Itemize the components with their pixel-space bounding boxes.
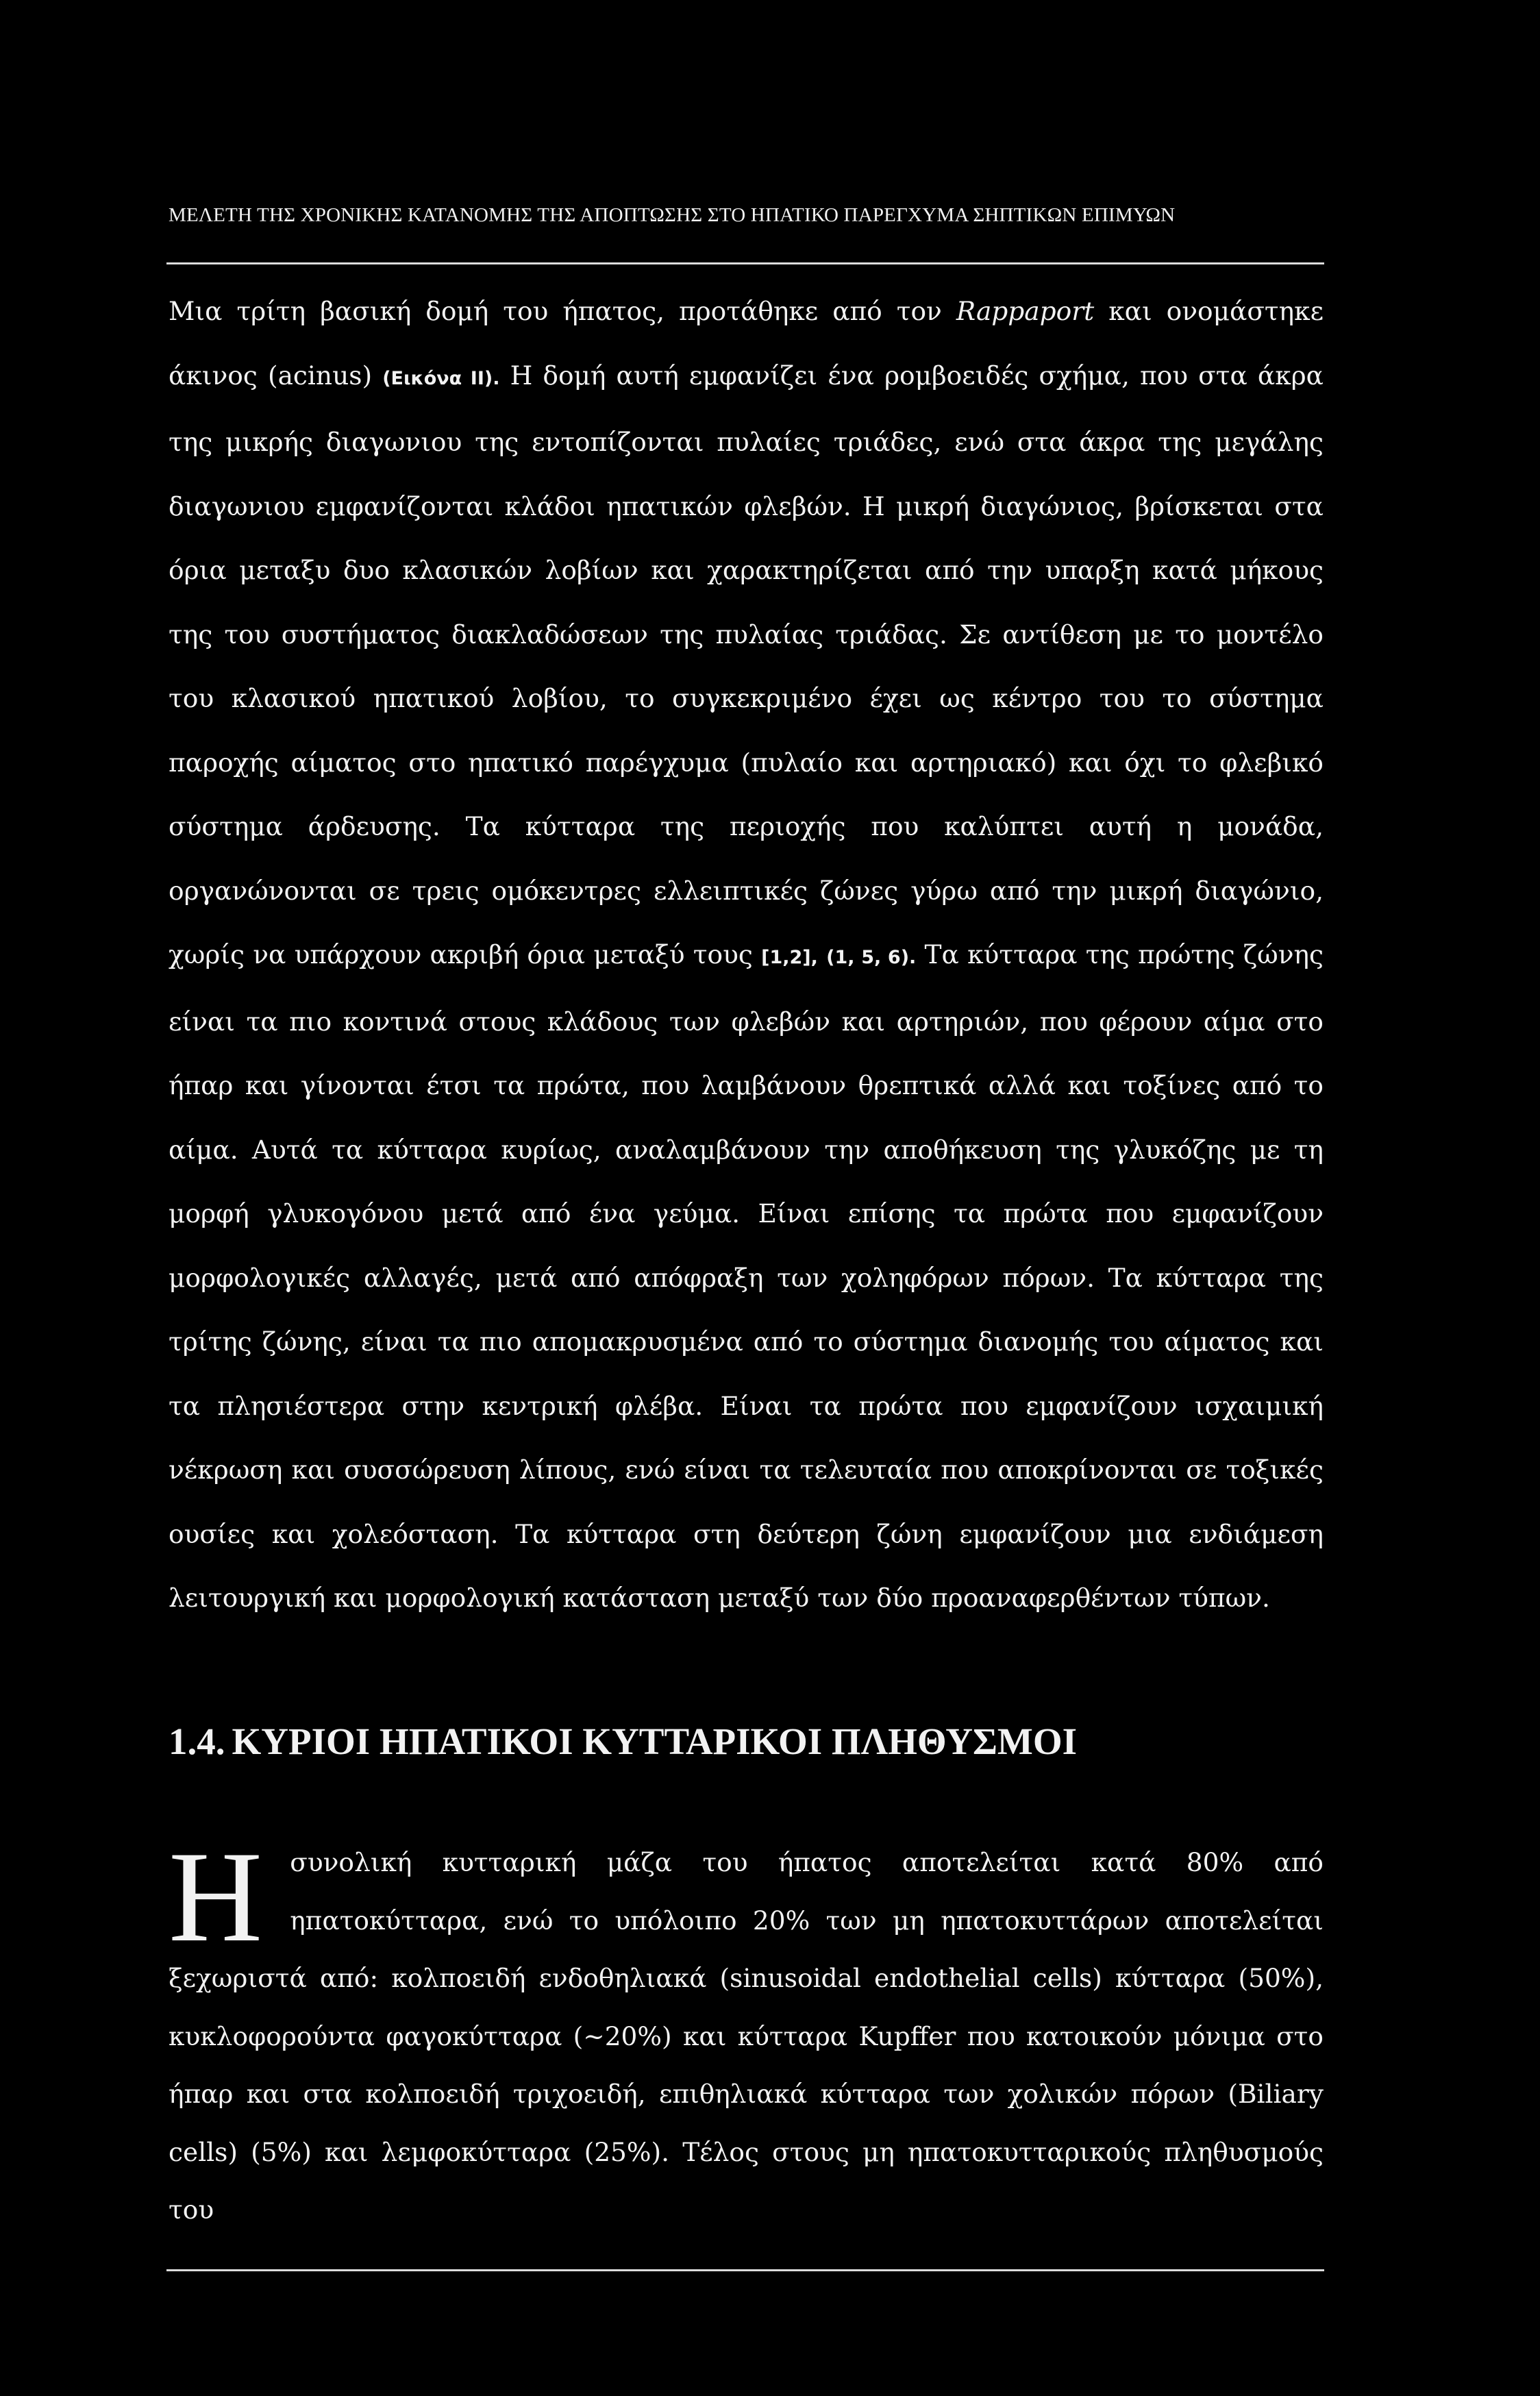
header-divider (166, 262, 1324, 264)
paragraph-text: συνολική κυτταρική μάζα του ήπατος αποτελείται κατά 80% από ηπατοκύτταρα, ενώ το υπόλοιπο 20% των μη ηπατοκυττάρων αποτελείται ξεχωριστά από: κολποειδή ενδοθηλιακά (sinusoidal endothelial cells) κύτταρα (50%), κυκλοφορούντα φαγοκύτταρα (~20%) και κύτταρα Kupffer που κατοικούν μόνιμα στο ήπαρ και στα κολποειδή τριχοειδή, επιθηλιακά κύτταρα των χολικών πόρων (Biliary cells) (5%) και λεμφοκύτταρα (25%). Τέλος στους μη ηπατοκυτταρικούς πληθυσμούς του (169, 1847, 1324, 2225)
paragraph-acinus (169, 280, 1324, 1631)
figure-reference: (Εικόνα II). (382, 367, 500, 389)
running-header: ΜΕΛΕΤΗ ΤΗΣ ΧΡΟΝΙΚΗΣ ΚΑΤΑΝΟΜΗΣ ΤΗΣ ΑΠΟΠΤΩΣΗΣ ΣΤΟ ΗΠΑΤΙΚΟ ΠΑΡΕΓΧΥΜΑ ΣΗΠΤΙΚΩΝ ΕΠΙΜΥΩΝ (169, 204, 1176, 226)
section-title: ΚΥΡΙΟΙ ΗΠΑΤΙΚΟΙ ΚΥΤΤΑΡΙΚΟΙ ΠΛΗΘΥΣΜΟΙ (232, 1720, 1078, 1762)
section-number: 1.4. (169, 1720, 225, 1762)
drop-cap: Η (169, 1825, 263, 1969)
paragraph-text: Μια τρίτη βασική δομή του ήπατος, προτάθηκε από τον (169, 296, 942, 326)
paragraph-text: Η δομή αυτή εμφανίζει ένα ρομβοειδές σχήμα, που στα άκρα της μικρής διαγωνιου της εντοπίζονται πυλαίες τριάδες, ενώ στα άκρα της μεγάλης διαγωνιου εμφανίζονται κλάδοι ηπατικών φλεβών. Η μικρή διαγώνιος, βρίσκεται στα όρια μεταξυ δυο κλασικών λοβίων και χαρακτηρίζεται από την υπαρξη κατά μήκους της του συστήματος διακλαδώσεων της πυλαίας τριάδας. Σε αντίθεση με το μοντέλο του κλασικού ηπατικού λοβίου, το συγκεκριμένο έχει ως κέντρο του το σύστημα παροχής αίματος στο ηπατικό παρέγχυμα (πυλαίο και αρτηριακό) και όχι το φλεβικό σύστημα άρδευσης. Τα κύτταρα της περιοχής που καλύπτει αυτή η μονάδα, οργανώνονται σε τρεις ομόκεντρες ελλειπτικές ζώνες γύρω από την μικρή διαγώνιο, χωρίς να υπάρχουν ακριβή όρια μεταξύ τους (169, 360, 1324, 969)
paragraph-text: Τα κύτταρα της πρώτης ζώνης είναι τα πιο κοντινά στους κλάδους των φλεβών και αρτηριών, που φέρουν αίμα στο ήπαρ και γίνονται έτσι τα πρώτα, που λαμβάνουν θρεπτικά αλλά και τοξίνες από το αίμα. Αυτά τα κύτταρα κυρίως, αναλαμβάνουν την αποθήκευση της γλυκόζης με τη μορφή γλυκογόνου μετά από ένα γεύμα. Είναι επίσης τα πρώτα που εμφανίζουν μορφολογικές αλλαγές, μετά από απόφραξη των χοληφόρων πόρων. Τα κύτταρα της τρίτης ζώνης, είναι τα πιο απομακρυσμένα από το σύστημα διανομής του αίματος και τα πλησιέστερα στην κεντρική φλέβα. Είναι τα πρώτα που εμφανίζουν ισχαιμική νέκρωση και συσσώρευση λίπους, ενώ είναι τα τελευταία που αποκρίνονται σε τοξικές ουσίες και χολεόσταση. Τα κύτταρα στη δεύτερη ζώνη εμφανίζουν μια ενδιάμεση λειτουργική και μορφολογική κατάσταση μεταξύ των δύο προαναφερθέντων τύπων. (169, 939, 1324, 1613)
paragraph-text: και ονομάστηκε άκινος (acinus) (169, 296, 1324, 391)
footer-divider (166, 2269, 1324, 2271)
citation: (1, 5, 6). (826, 947, 917, 968)
section-heading (169, 1720, 1077, 1763)
citation: [1,2], (761, 947, 818, 968)
author-name: Rappaport (956, 296, 1095, 326)
section-paragraph (169, 1825, 1324, 2239)
